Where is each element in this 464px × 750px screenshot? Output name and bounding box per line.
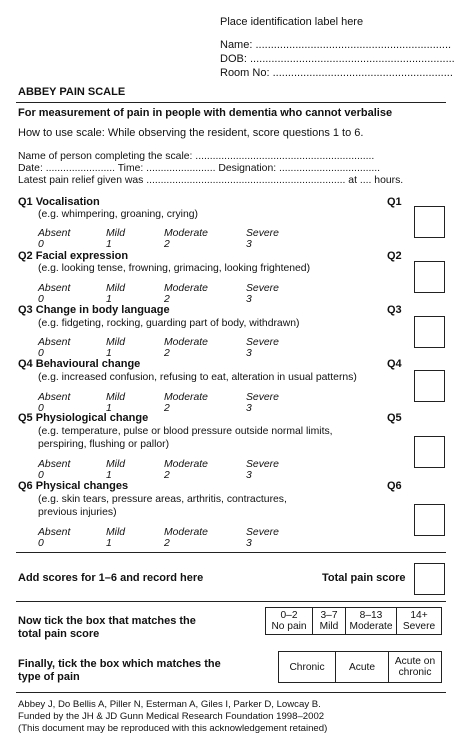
question-5-title: Physiological change [35, 412, 149, 424]
severe-label: Severe 3 [246, 337, 279, 359]
question-6-score-box[interactable] [414, 504, 445, 536]
pain-type-option-acute-on-chronic[interactable] [389, 652, 442, 683]
tick-severity-text-line-2: total pain score [18, 628, 100, 640]
scale-title: ABBEY PAIN SCALE [18, 86, 126, 98]
pain-relief-line[interactable]: Latest pain relief given was ..................................................................... at .... hours. [18, 175, 404, 186]
question-6-hint-line-2: previous injuries) [38, 507, 117, 518]
tick-severity-text-line-1: Now tick the box that matches the [18, 615, 196, 627]
question-4-heading [18, 358, 140, 370]
mild-label: Mild 1 [106, 337, 126, 359]
date-time-line[interactable]: Date: ........................ Time: ........................ Designation: ................................... [18, 163, 381, 174]
question-5-side-number: Q5 [387, 412, 402, 424]
question-1-score-box[interactable] [414, 206, 445, 238]
mild-label: Mild 1 [106, 283, 126, 305]
question-2-title: Facial expression [35, 250, 129, 262]
question-1-title: Vocalisation [35, 196, 100, 208]
question-6-side-number: Q6 [387, 480, 402, 492]
questions-divider [16, 552, 446, 553]
scale-subtitle: For measurement of pain in people with dementia who cannot verbalise [18, 107, 393, 119]
question-5-hint-line-2: perspiring, flushing or pallor) [38, 439, 170, 450]
pain-type-option-label: Acute on [394, 656, 436, 667]
question-2-hint: (e.g. looking tense, frowning, grimacing, looking frightened) [38, 263, 311, 274]
footer-authors: Abbey J, Do Bellis A, Piller N, Esterman A, Giles I, Parker D, Lowcay B. [18, 699, 321, 710]
question-1-hint: (e.g. whimpering, groaning, crying) [38, 209, 198, 220]
question-3-hint: (e.g. fidgeting, rocking, guarding part of body, withdrawn) [38, 318, 300, 329]
severity-option-range: 3–7 [320, 610, 338, 621]
question-4-number: Q4 [18, 358, 33, 370]
room-field[interactable] [220, 67, 453, 79]
severity-option-severe[interactable] [397, 608, 442, 635]
question-2-heading [18, 250, 128, 262]
total-pain-score-label: Total pain score [322, 572, 406, 584]
moderate-label: Moderate 2 [164, 527, 208, 549]
absent-label: Absent 0 [38, 392, 71, 414]
pain-type-option-label-2: chronic [398, 667, 432, 678]
dob-field-label: DOB: [220, 53, 247, 65]
moderate-label: Moderate 2 [164, 228, 208, 250]
footer-reproduction-note: (This document may be reproduced with this acknowledgement retained) [18, 723, 328, 734]
pain-type-options-table [278, 651, 442, 683]
severity-option-label: No pain [271, 621, 307, 632]
question-5-hint-line-1: (e.g. temperature, pulse or blood pressure outside normal limits, [38, 426, 333, 437]
mild-label: Mild 1 [106, 228, 126, 250]
question-6-hint-line-1: (e.g. skin tears, pressure areas, arthritis, contractures, [38, 494, 287, 505]
dob-field[interactable] [220, 53, 455, 65]
severity-option-range: 8–13 [359, 610, 383, 621]
question-1-side-number: Q1 [387, 196, 402, 208]
severe-label: Severe 3 [246, 527, 279, 549]
severity-option-range: 14+ [410, 610, 428, 621]
severity-option-range: 0–2 [280, 610, 298, 621]
question-6-heading [18, 480, 128, 492]
absent-label: Absent 0 [38, 228, 71, 250]
total-divider [16, 601, 446, 602]
mild-label: Mild 1 [106, 459, 126, 481]
dob-field-dots: ................................................................... [249, 53, 455, 65]
severity-options-table [265, 607, 442, 635]
question-5-score-box[interactable] [414, 436, 445, 468]
absent-label: Absent 0 [38, 337, 71, 359]
question-4-hint: (e.g. increased confusion, refusing to eat, alteration in usual patterns) [38, 372, 357, 383]
moderate-label: Moderate 2 [164, 337, 208, 359]
moderate-label: Moderate 2 [164, 283, 208, 305]
room-field-label: Room No: [220, 67, 270, 79]
severe-label: Severe 3 [246, 283, 279, 305]
name-field[interactable] [220, 39, 451, 51]
pain-type-option-label: Chronic [289, 661, 325, 673]
question-3-heading [18, 304, 170, 316]
name-field-dots: ................................................................ [255, 39, 452, 51]
question-4-score-box[interactable] [414, 370, 445, 402]
severe-label: Severe 3 [246, 228, 279, 250]
pain-type-option-acute[interactable] [336, 652, 389, 683]
pain-type-option-label: Acute [348, 661, 376, 673]
moderate-label: Moderate 2 [164, 392, 208, 414]
tick-type-text-line-1: Finally, tick the box which matches the [18, 658, 221, 670]
absent-label: Absent 0 [38, 459, 71, 481]
completer-name-line[interactable]: Name of person completing the scale: .............................................................. [18, 151, 375, 162]
question-3-score-box[interactable] [414, 316, 445, 348]
question-2-side-number: Q2 [387, 250, 402, 262]
add-scores-text: Add scores for 1–6 and record here [18, 572, 204, 584]
question-6-title: Physical changes [35, 480, 129, 492]
severity-option-moderate[interactable] [346, 608, 397, 635]
question-3-number: Q3 [18, 304, 33, 316]
severity-option-mild[interactable] [313, 608, 346, 635]
severity-option-no-pain[interactable] [266, 608, 313, 635]
pain-type-option-chronic[interactable] [279, 652, 336, 683]
question-1-number: Q1 [18, 196, 33, 208]
footer-divider [16, 692, 446, 693]
label-area-title: Place identification label here [220, 16, 364, 28]
absent-label: Absent 0 [38, 283, 71, 305]
question-4-title: Behavioural change [35, 358, 141, 370]
tick-type-text-line-2: type of pain [18, 671, 80, 683]
question-2-number: Q2 [18, 250, 33, 262]
severity-option-label: Moderate [349, 621, 393, 632]
moderate-label: Moderate 2 [164, 459, 208, 481]
mild-label: Mild 1 [106, 392, 126, 414]
question-1-heading [18, 196, 100, 208]
question-3-side-number: Q3 [387, 304, 402, 316]
severity-option-label: Mild [319, 621, 339, 632]
question-6-number: Q6 [18, 480, 33, 492]
question-5-heading [18, 412, 148, 424]
total-pain-score-box[interactable] [414, 563, 445, 595]
instructions: How to use scale: While observing the resident, score questions 1 to 6. [18, 127, 364, 139]
name-field-label: Name: [220, 39, 253, 51]
question-3-title: Change in body language [35, 304, 170, 316]
question-2-score-box[interactable] [414, 261, 445, 293]
severe-label: Severe 3 [246, 459, 279, 481]
question-5-number: Q5 [18, 412, 33, 424]
title-divider [16, 102, 446, 103]
mild-label: Mild 1 [106, 527, 126, 549]
severe-label: Severe 3 [246, 392, 279, 414]
room-field-dots: ........................................................... [272, 67, 453, 79]
question-4-side-number: Q4 [387, 358, 402, 370]
footer-funding: Funded by the JH & JD Gunn Medical Research Foundation 1998–2002 [18, 711, 325, 722]
severity-option-label: Severe [402, 621, 436, 632]
absent-label: Absent 0 [38, 527, 71, 549]
